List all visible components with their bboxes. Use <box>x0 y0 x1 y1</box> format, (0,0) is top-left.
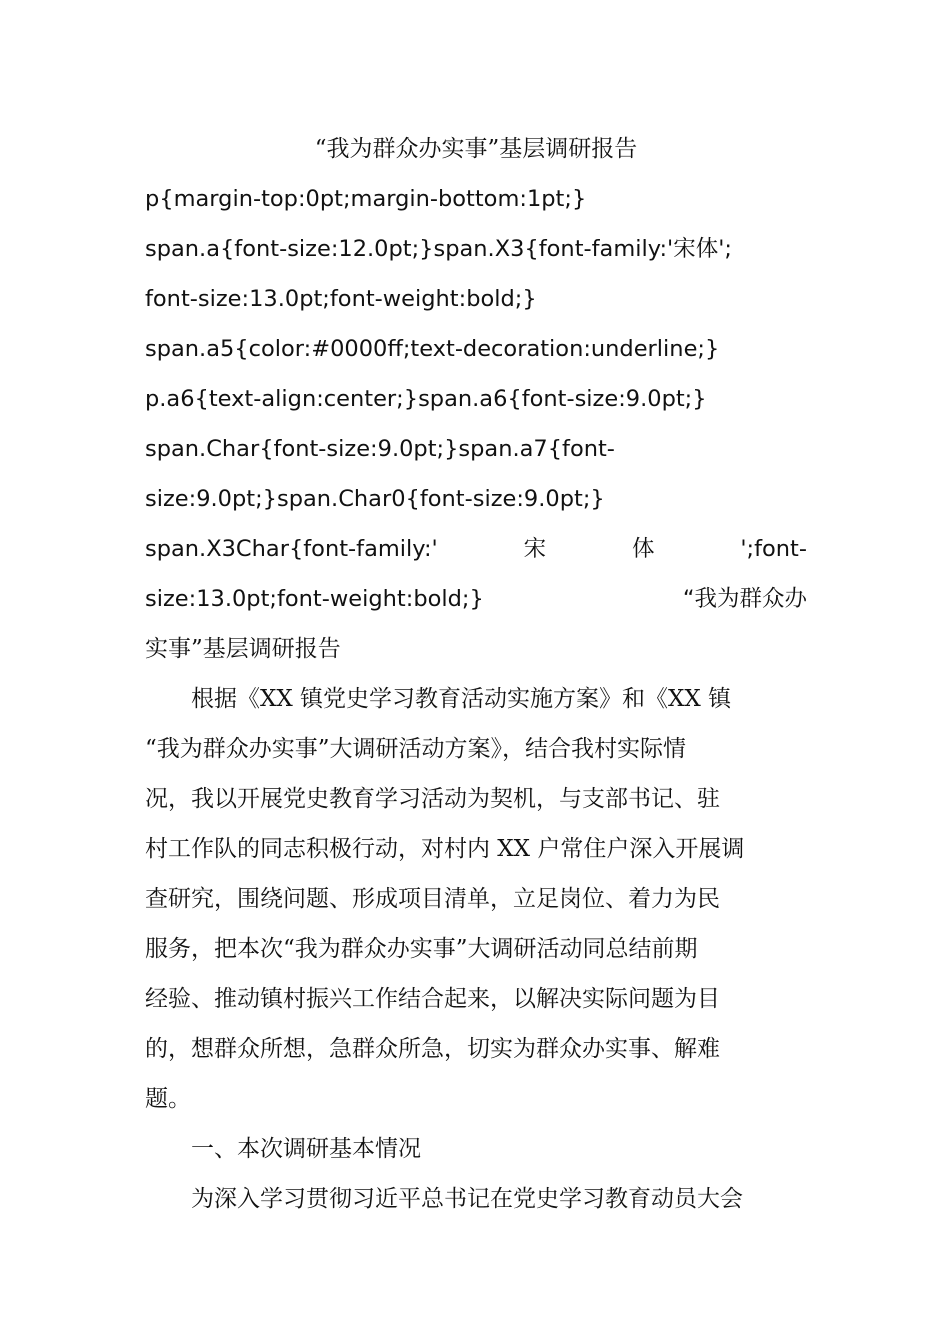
css-line-9-title-start: “我为群众办 <box>682 586 807 612</box>
paragraph-1-line-8: 的，想群众所想，急群众所急，切实为群众办实事、解难 <box>145 1036 720 1062</box>
paragraph-1-line-4: 村工作队的同志积极行动，对村内 XX 户常住户深入开展调 <box>145 836 745 862</box>
css-line-8 <box>145 524 807 574</box>
css-line-7: size:9.0pt;}span.Char0{font-size:9.0pt;} <box>145 486 605 512</box>
css-line-8-part-1: span.X3Char{font-family:' <box>145 536 438 562</box>
paragraph-1-line-2: “我为群众办实事”大调研活动方案》，结合我村实际情 <box>145 736 687 762</box>
css-line-5: p.a6{text-align:center;}span.a6{font-size:9.0pt;} <box>145 386 707 412</box>
paragraph-1-line-7: 经验、推动镇村振兴工作结合起来，以解决实际问题为目 <box>145 986 720 1012</box>
paragraph-1-line-5: 查研究，围绕问题、形成项目清单，立足岗位、着力为民 <box>145 886 720 912</box>
title-repeat-tail: 实事”基层调研报告 <box>145 636 341 662</box>
css-line-2: span.a{font-size:12.0pt;}span.X3{font-family:'宋体'; <box>145 236 732 262</box>
document-page <box>145 124 807 1224</box>
css-line-3: font-size:13.0pt;font-weight:bold;} <box>145 286 537 312</box>
css-line-6: span.Char{font-size:9.0pt;}span.a7{font- <box>145 436 615 462</box>
css-line-8-part-2: 宋 <box>523 536 547 562</box>
css-line-8-part-4: ';font- <box>740 536 807 562</box>
paragraph-1-line-3: 况，我以开展党史教育学习活动为契机，与支部书记、驻 <box>145 786 720 812</box>
css-line-8-part-3: 体 <box>631 536 655 562</box>
paragraph-1-line-6: 服务，把本次“我为群众办实事”大调研活动同总结前期 <box>145 936 698 962</box>
css-line-4: span.a5{color:#0000ff;text-decoration:underline;} <box>145 336 720 362</box>
paragraph-2-line-1: 为深入学习贯彻习近平总书记在党史学习教育动员大会 <box>191 1186 743 1212</box>
document-title: “我为群众办实事”基层调研报告 <box>314 136 638 162</box>
css-line-1: p{margin-top:0pt;margin-bottom:1pt;} <box>145 186 587 212</box>
paragraph-1-line-1: 根据《XX 镇党史学习教育活动实施方案》和《XX 镇 <box>191 686 732 712</box>
section-1-heading: 一、本次调研基本情况 <box>191 1136 421 1162</box>
paragraph-1-line-9: 题。 <box>145 1086 191 1112</box>
css-line-9-part-1: size:13.0pt;font-weight:bold;} <box>145 586 484 612</box>
css-line-9 <box>145 574 807 624</box>
